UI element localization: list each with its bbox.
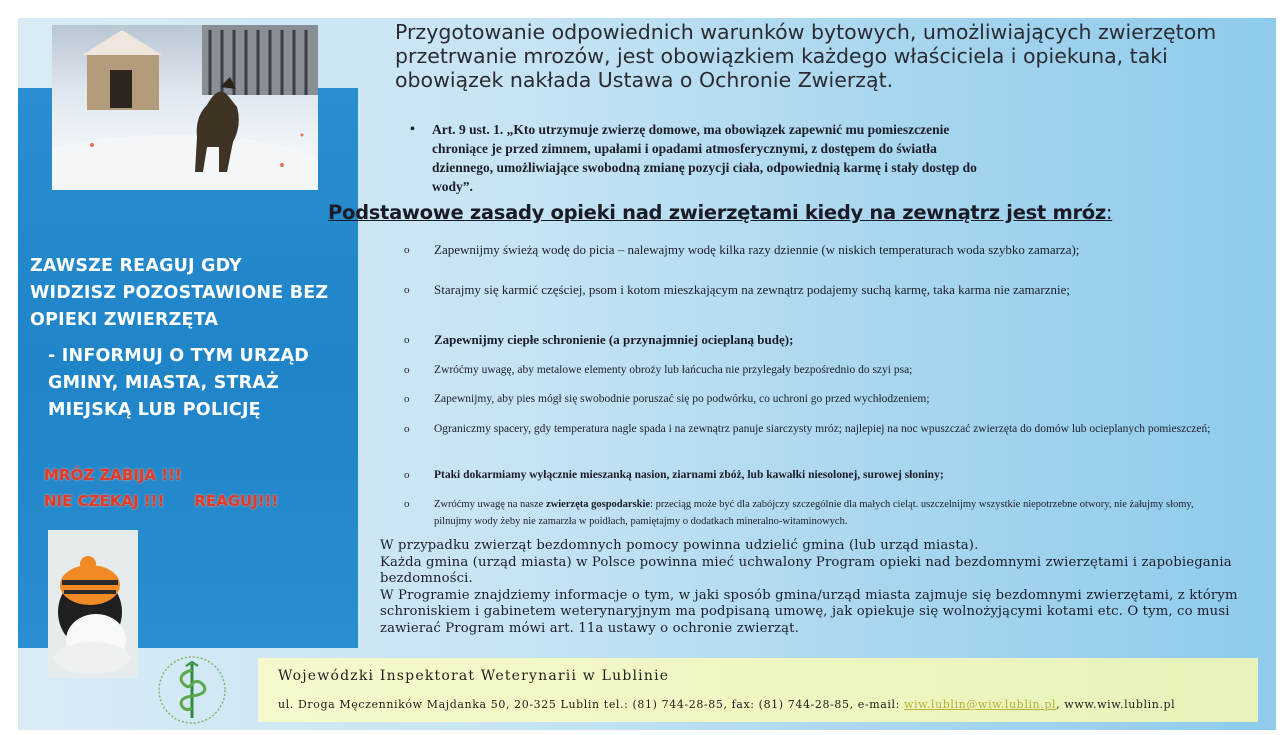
photo-dog-kennel (52, 25, 318, 190)
frost-warning-line-1: MRÓZ ZABIJA !!! (44, 466, 182, 484)
headline: Przygotowanie odpowiednich warunków bytowych, umożliwiających zwierzętom przetrwanie mrozów, jest obowiązkiem każdego właściciela i opiekuna, taki obowiązek nakłada Ustawa o Ochronie Zwierząt. (395, 20, 1217, 92)
article-bullet: • (410, 122, 415, 137)
rule-text-start: Zwróćmy uwagę na nasze (434, 499, 546, 510)
rule-marker: o (404, 498, 410, 510)
paragraph-line: W Programie znajdziemy informacje o tym, w jaki sposób gmina/urząd miasta zajmuje się bezdomnymi zwierzętami, z którym schroniskiem i gabinetem weterynaryjnym ma podpisaną umowę, jak opiekuje się wolnożyjącymi kotami etc. O tym, co musi zawierać Program mówi art. 11a ustawy o ochronie zwierząt. (380, 587, 1238, 636)
rule-text: Ptaki dokarmiamy wyłącznie mieszanką nasion, ziarnami zbóż, lub kawałki niesolonej, surowej słoniny; (434, 469, 944, 481)
website: , www.wiw.lublin.pl (1056, 698, 1176, 711)
veterinary-logo (156, 654, 228, 726)
institution-name: Wojewódzki Inspektorat Weterynarii w Lublinie (278, 668, 670, 684)
rule-text: Zapewnijmy, aby pies mógł się swobodnie poruszać się po podwórku, co uchroni go przed wychłodzeniem; (434, 393, 930, 405)
inform-message: - INFORMUJ O TYM URZĄD GMINY, MIASTA, STRAŻ MIEJSKĄ LUB POLICJĘ (48, 346, 309, 420)
heading-colon: : (1105, 201, 1113, 224)
react-message: ZAWSZE REAGUJ GDY WIDZISZ POZOSTAWIONE BEZ OPIEKI ZWIERZĘTA (30, 256, 329, 330)
email-link[interactable]: wiw.lublin@wiw.lublin.pl (904, 698, 1057, 711)
react-now-text: REAGUJ!!! (194, 492, 279, 510)
rule-marker: o (404, 393, 410, 405)
rule-marker: o (404, 423, 410, 435)
rule-text (434, 496, 1234, 530)
do-not-wait-text: NIE CZEKAJ !!! (44, 492, 165, 510)
frost-warning-line-2 (44, 488, 344, 514)
rule-text: Zapewnijmy świeżą wodę do picia – nalewajmy wodę kilka razy dziennie (w niskich temperaturach woda szybko zamarza); (434, 242, 1080, 257)
rule-text-end: : przeciąg może być dla zabójczy szczególnie dla małych cieląt. uszczelnijmy wszystkie niepotrzebne otwory, nie żałujmy słomy, pilnujmy wody żeby nie zamarzła w poidłach, pamiętajmy o dodatkach mineralno-witaminowych. (434, 499, 1194, 527)
rule-text: Ograniczmy spacery, gdy temperatura nagle spada i na zewnątrz panuje siarczysty mróz; najlepiej na noc wpuszczać zwierzęta do domów lub ocieplanych pomieszczeń; (434, 423, 1211, 435)
rule-marker: o (404, 469, 410, 481)
rule-text: Zapewnijmy ciepłe schronienie (a przynajmniej ocieplaną budę); (434, 332, 794, 347)
paragraph-line: Każda gmina (urząd miasta) w Polsce powinna mieć uchwalony Program opieki nad bezdomnymi zwierzętami i zapobiegania bezdomności. (380, 554, 1232, 586)
footer-contact-box (258, 658, 1258, 722)
livestock-emphasis: zwierzęta gospodarskie (545, 499, 651, 510)
care-rules-heading-text: Podstawowe zasady opieki nad zwierzętami kiedy na zewnątrz jest mróz (328, 201, 1106, 224)
stray-animals-paragraph (380, 538, 1250, 637)
contact-details (278, 698, 1175, 711)
rule-text: Starajmy się karmić częściej, psom i kotom mieszkającym na zewnątrz podajemy suchą karmę, taka karma nie zamarznie; (434, 282, 1071, 297)
paragraph-line: W przypadku zwierząt bezdomnych pomocy powinna udzielić gmina (lub urząd miasta). (380, 538, 979, 553)
photo-dog-hat (48, 530, 138, 678)
rule-marker: o (404, 244, 410, 256)
care-rules-heading (328, 201, 1268, 224)
rule-marker: o (404, 334, 410, 346)
article-text: Art. 9 ust. 1. „Kto utrzymuje zwierzę domowe, ma obowiązek zapewnić mu pomieszczenie chroniące je przed zimnem, upałami i opadami atmosferycznymi, z dostępem do światła dziennego, umożliwiające swobodną zmianę pozycji ciała, odpowiednią karmę i stały dostęp do wody”. (432, 122, 977, 194)
law-article (410, 120, 992, 196)
rule-marker: o (404, 364, 410, 376)
address-phone: ul. Droga Męczenników Majdanka 50, 20-325 Lublin tel.: (81) 744-28-85, fax: (81) 744-28-85, e-mail: (278, 698, 905, 711)
rule-marker: o (404, 284, 410, 296)
rule-text: Zwróćmy uwagę, aby metalowe elementy obroży lub łańcucha nie przylegały bezpośrednio do szyi psa; (434, 364, 913, 376)
